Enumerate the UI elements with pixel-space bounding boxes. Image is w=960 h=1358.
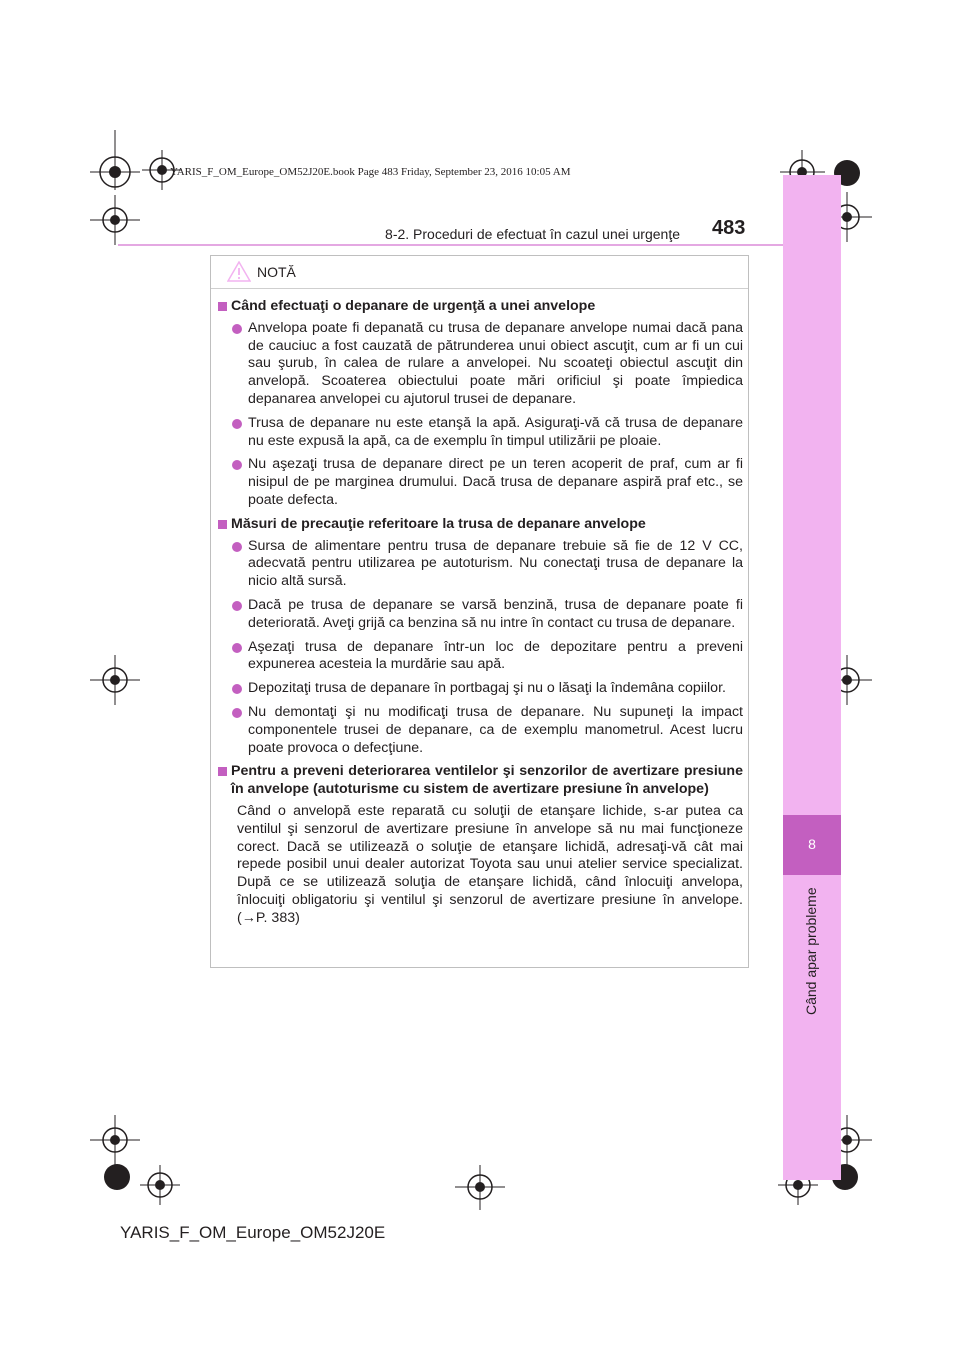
page-number: 483 bbox=[712, 217, 746, 239]
registration-mark-icon bbox=[90, 195, 140, 245]
registration-mark-icon bbox=[455, 1165, 505, 1210]
chapter-number: 8 bbox=[783, 815, 841, 875]
registration-mark-icon bbox=[90, 130, 140, 190]
book-info: YARIS_F_OM_Europe_OM52J20E.book Page 483 Friday, September 23, 2016 10:05 AM bbox=[170, 166, 571, 178]
chapter-title bbox=[783, 880, 841, 1020]
note-header bbox=[211, 256, 748, 289]
warning-triangle-icon bbox=[227, 261, 251, 287]
footer-doc-id: YARIS_F_OM_Europe_OM52J20E bbox=[120, 1223, 386, 1242]
bullet-item: Sursa de alimentare pentru trusa de depanare trebuie să fie de 12 V CC, adecvată pentru utilizarea pe autoturism. Nu conectaţi trusa de depanare la nicio altă sursă. bbox=[217, 538, 743, 591]
bullet-item: Dacă pe trusa de depanare se varsă benzină, trusa de depanare poate fi deteriorată. Aveţi grijă ca benzina să nu intre în contact cu trusa de depanare. bbox=[217, 597, 743, 633]
registration-mark-icon bbox=[90, 1115, 140, 1165]
note-content bbox=[217, 298, 743, 928]
section-heading: Pentru a preveni deteriorarea ventilelor şi senzorilor de avertizare presiune în anvelope (autoturisme cu sistem de avertizare presiune în anvelope) bbox=[217, 763, 743, 799]
section-heading: Când efectuaţi o depanare de urgenţă a unei anvelope bbox=[217, 298, 743, 316]
bullet-item: Depozitaţi trusa de depanare în portbagaj şi nu o lăsaţi la îndemâna copiilor. bbox=[217, 680, 743, 698]
bullet-item: Anvelopa poate fi depanată cu trusa de depanare anvelope numai dacă pana de cauciuc a fost cauzată de pătrunderea unui obiect ascuţit, cum ar fi un cui sau şurub, în calea de rulare a anvelopei. Nu scoateţi obiectul ascuţit din anvelopă. Scoaterea obiectului poate mări orificiul şi poate împiedica depanarea anvelopei cu ajutorul trusei de depanare. bbox=[217, 320, 743, 409]
section-heading: Măsuri de precauţie referitoare la trusa de depanare anvelope bbox=[217, 516, 743, 534]
chapter-title-text: Când apar probleme bbox=[803, 887, 819, 1015]
section-paragraph: Când o anvelopă este reparată cu soluţii de etanşare lichide, s-ar putea ca ventilul şi senzorul de avertizare presiune în anvelope să nu mai funcţioneze corect. Dacă se utilizează o soluţie de etanşare lichidă, adresaţi-vă cât mai repede posibil unui dealer autorizat Toyota sau unui atelier service specializat. După ce se utilizează soluţia de etanşare lichidă, când înlocuiţi anvelopa, înlocuiţi obligatoriu şi ventilul şi senzorul de avertizare presiune în anvelope. (→P. 383) bbox=[237, 802, 743, 926]
bullet-item: Trusa de depanare nu este etanşă la apă. Asiguraţi-vă că trusa de depanare nu este expusă la apă, ca de exemplu în timpul utilizării pe ploaie. bbox=[217, 415, 743, 451]
note-label: NOTĂ bbox=[257, 264, 296, 280]
registration-mark-icon bbox=[90, 655, 140, 705]
note-box bbox=[210, 255, 749, 968]
bullet-item: Aşezaţi trusa de depanare într-un loc de depozitare pentru a preveni expunerea acesteia la murdărie sau apă. bbox=[217, 639, 743, 675]
registration-mark-icon bbox=[140, 1165, 180, 1205]
chapter-sidebar bbox=[783, 175, 841, 1180]
header-rule bbox=[118, 244, 783, 246]
registration-mark-icon bbox=[102, 1162, 132, 1192]
bullet-item: Nu aşezaţi trusa de depanare direct pe un teren acoperit de praf, cum ar fi nisipul de pe marginea drumului. Dacă trusa de depanare aspiră praf etc., se poate defecta. bbox=[217, 456, 743, 509]
section-title: 8-2. Proceduri de efectuat în cazul unei urgenţe bbox=[385, 226, 680, 242]
bullet-item: Nu demontaţi şi nu modificaţi trusa de depanare. Nu supuneţi la impact componentele trusei de depanare, ca de exemplu manometrul. Acest lucru poate provoca o defecţiune. bbox=[217, 704, 743, 757]
